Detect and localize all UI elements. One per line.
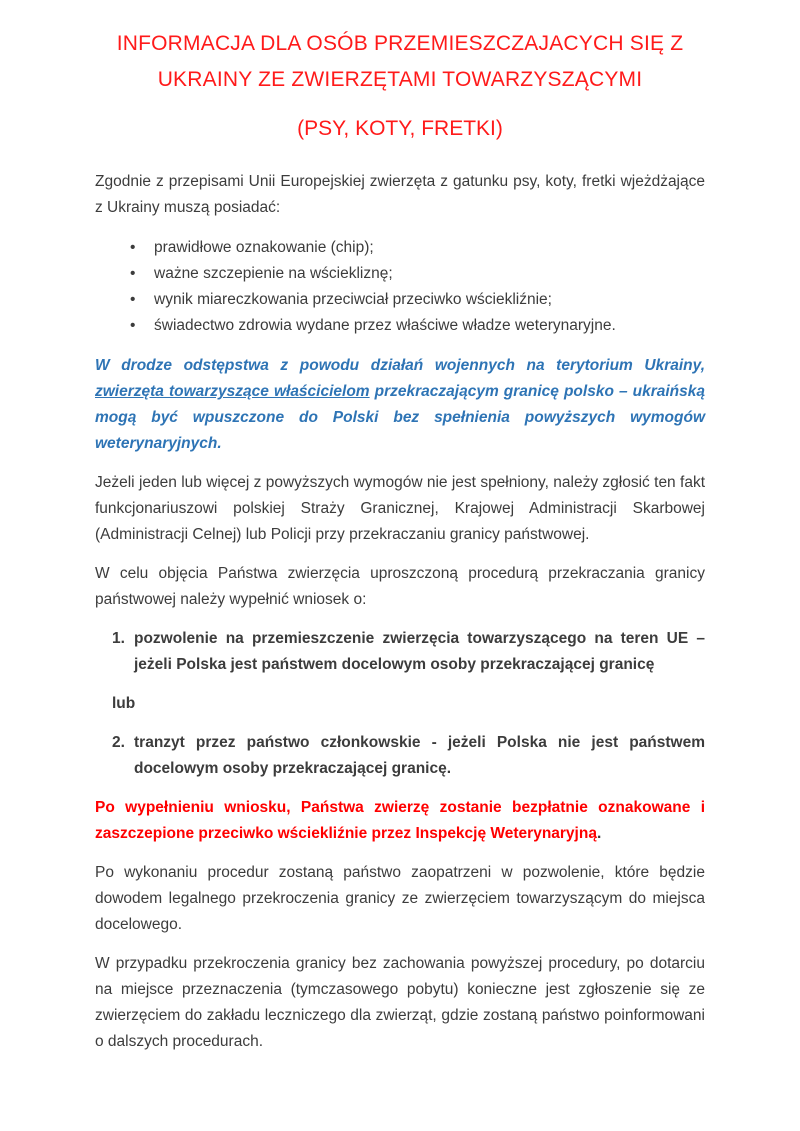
page-title-line-1: INFORMACJA DLA OSÓB PRZEMIESZCZAJACYCH SIĘ Z [116, 32, 684, 55]
permit-paragraph: Po wykonaniu procedur zostaną państwo zaopatrzeni w pozwolenie, które będzie dowodem legalnego przekroczenia granicy ze zwierzęciem towarzyszącym do miejsca docelowego. [95, 864, 705, 933]
page-subtitle: (PSY, KOTY, FRETKI) [297, 117, 503, 140]
list-number: 1. [112, 630, 125, 647]
vaccination-notice [95, 795, 705, 847]
procedure-intro-paragraph: W celu objęcia Państwa zwierzęcia uproszczoną procedurą przekraczania granicy państwowej należy wypełnić wniosek o: [95, 565, 705, 608]
requirements-list [95, 235, 705, 339]
vaccination-notice-text: Po wypełnieniu wniosku, Państwa zwierzę zostanie bezpłatnie oznakowane i zaszczepione przeciwko wściekliźnie przez Inspekcję Weterynaryjną [95, 799, 705, 842]
application-separator: lub [112, 695, 136, 712]
noncompliance-paragraph: Jeżeli jeden lub więcej z powyższych wymogów nie jest spełniony, należy zgłosić ten fakt funkcjonariuszowi polskiej Straży Granicznej, Krajowej Administracji Skarbowej (Administracji Celnej) lub Policji przy przekraczaniu granicy państwowej. [95, 474, 705, 543]
intro-paragraph: Zgodnie z przepisami Unii Europejskiej zwierzęta z gatunku psy, koty, fretki wjeżdżające z Ukrainy muszą posiadać: [95, 173, 705, 216]
requirement-item: • ważne szczepienie na wściekliznę; [154, 261, 705, 287]
application-item-1 [95, 626, 705, 678]
application-item-text: pozwolenie na przemieszczenie zwierzęcia towarzyszącego na teren UE – jeżeli Polska jest państwem docelowym osoby przekraczającej granicę [134, 630, 705, 673]
page-title-line-2: UKRAINY ZE ZWIERZĘTAMI TOWARZYSZĄCYMI [157, 68, 643, 91]
application-item-2 [95, 730, 705, 782]
derogation-text-before: W drodze odstępstwa z powodu działań wojennych na terytorium Ukrainy, [95, 357, 705, 374]
requirement-item: • świadectwo zdrowia wydane przez właściwe władze weterynaryjne. [154, 313, 705, 339]
derogation-text-after: przekraczającym granicę polsko – ukraińską mogą być wpuszczone do Polski bez spełnienia powyższych wymogów weterynaryjnych. [95, 383, 705, 452]
requirement-item: • prawidłowe oznakowanie (chip); [154, 235, 705, 261]
requirement-item: • wynik miareczkowania przeciwciał przeciwko wściekliźnie; [154, 287, 705, 313]
application-item-text: tranzyt przez państwo członkowskie - jeżeli Polska nie jest państwem docelowym osoby przekraczającej granicę. [134, 734, 705, 777]
list-number: 2. [112, 734, 125, 751]
vaccination-notice-period: . [596, 825, 602, 842]
followup-paragraph: W przypadku przekroczenia granicy bez zachowania powyższej procedury, po dotarciu na miejsce przeznaczenia (tymczasowego pobytu) konieczne jest zgłoszenie się ze zwierzęciem do zakładu leczniczego dla zwierząt, gdzie zostaną państwo poinformowani o dalszych procedurach. [95, 955, 705, 1050]
derogation-underlined-phrase: zwierzęta towarzyszące właścicielom [95, 383, 370, 400]
derogation-paragraph [95, 353, 705, 457]
